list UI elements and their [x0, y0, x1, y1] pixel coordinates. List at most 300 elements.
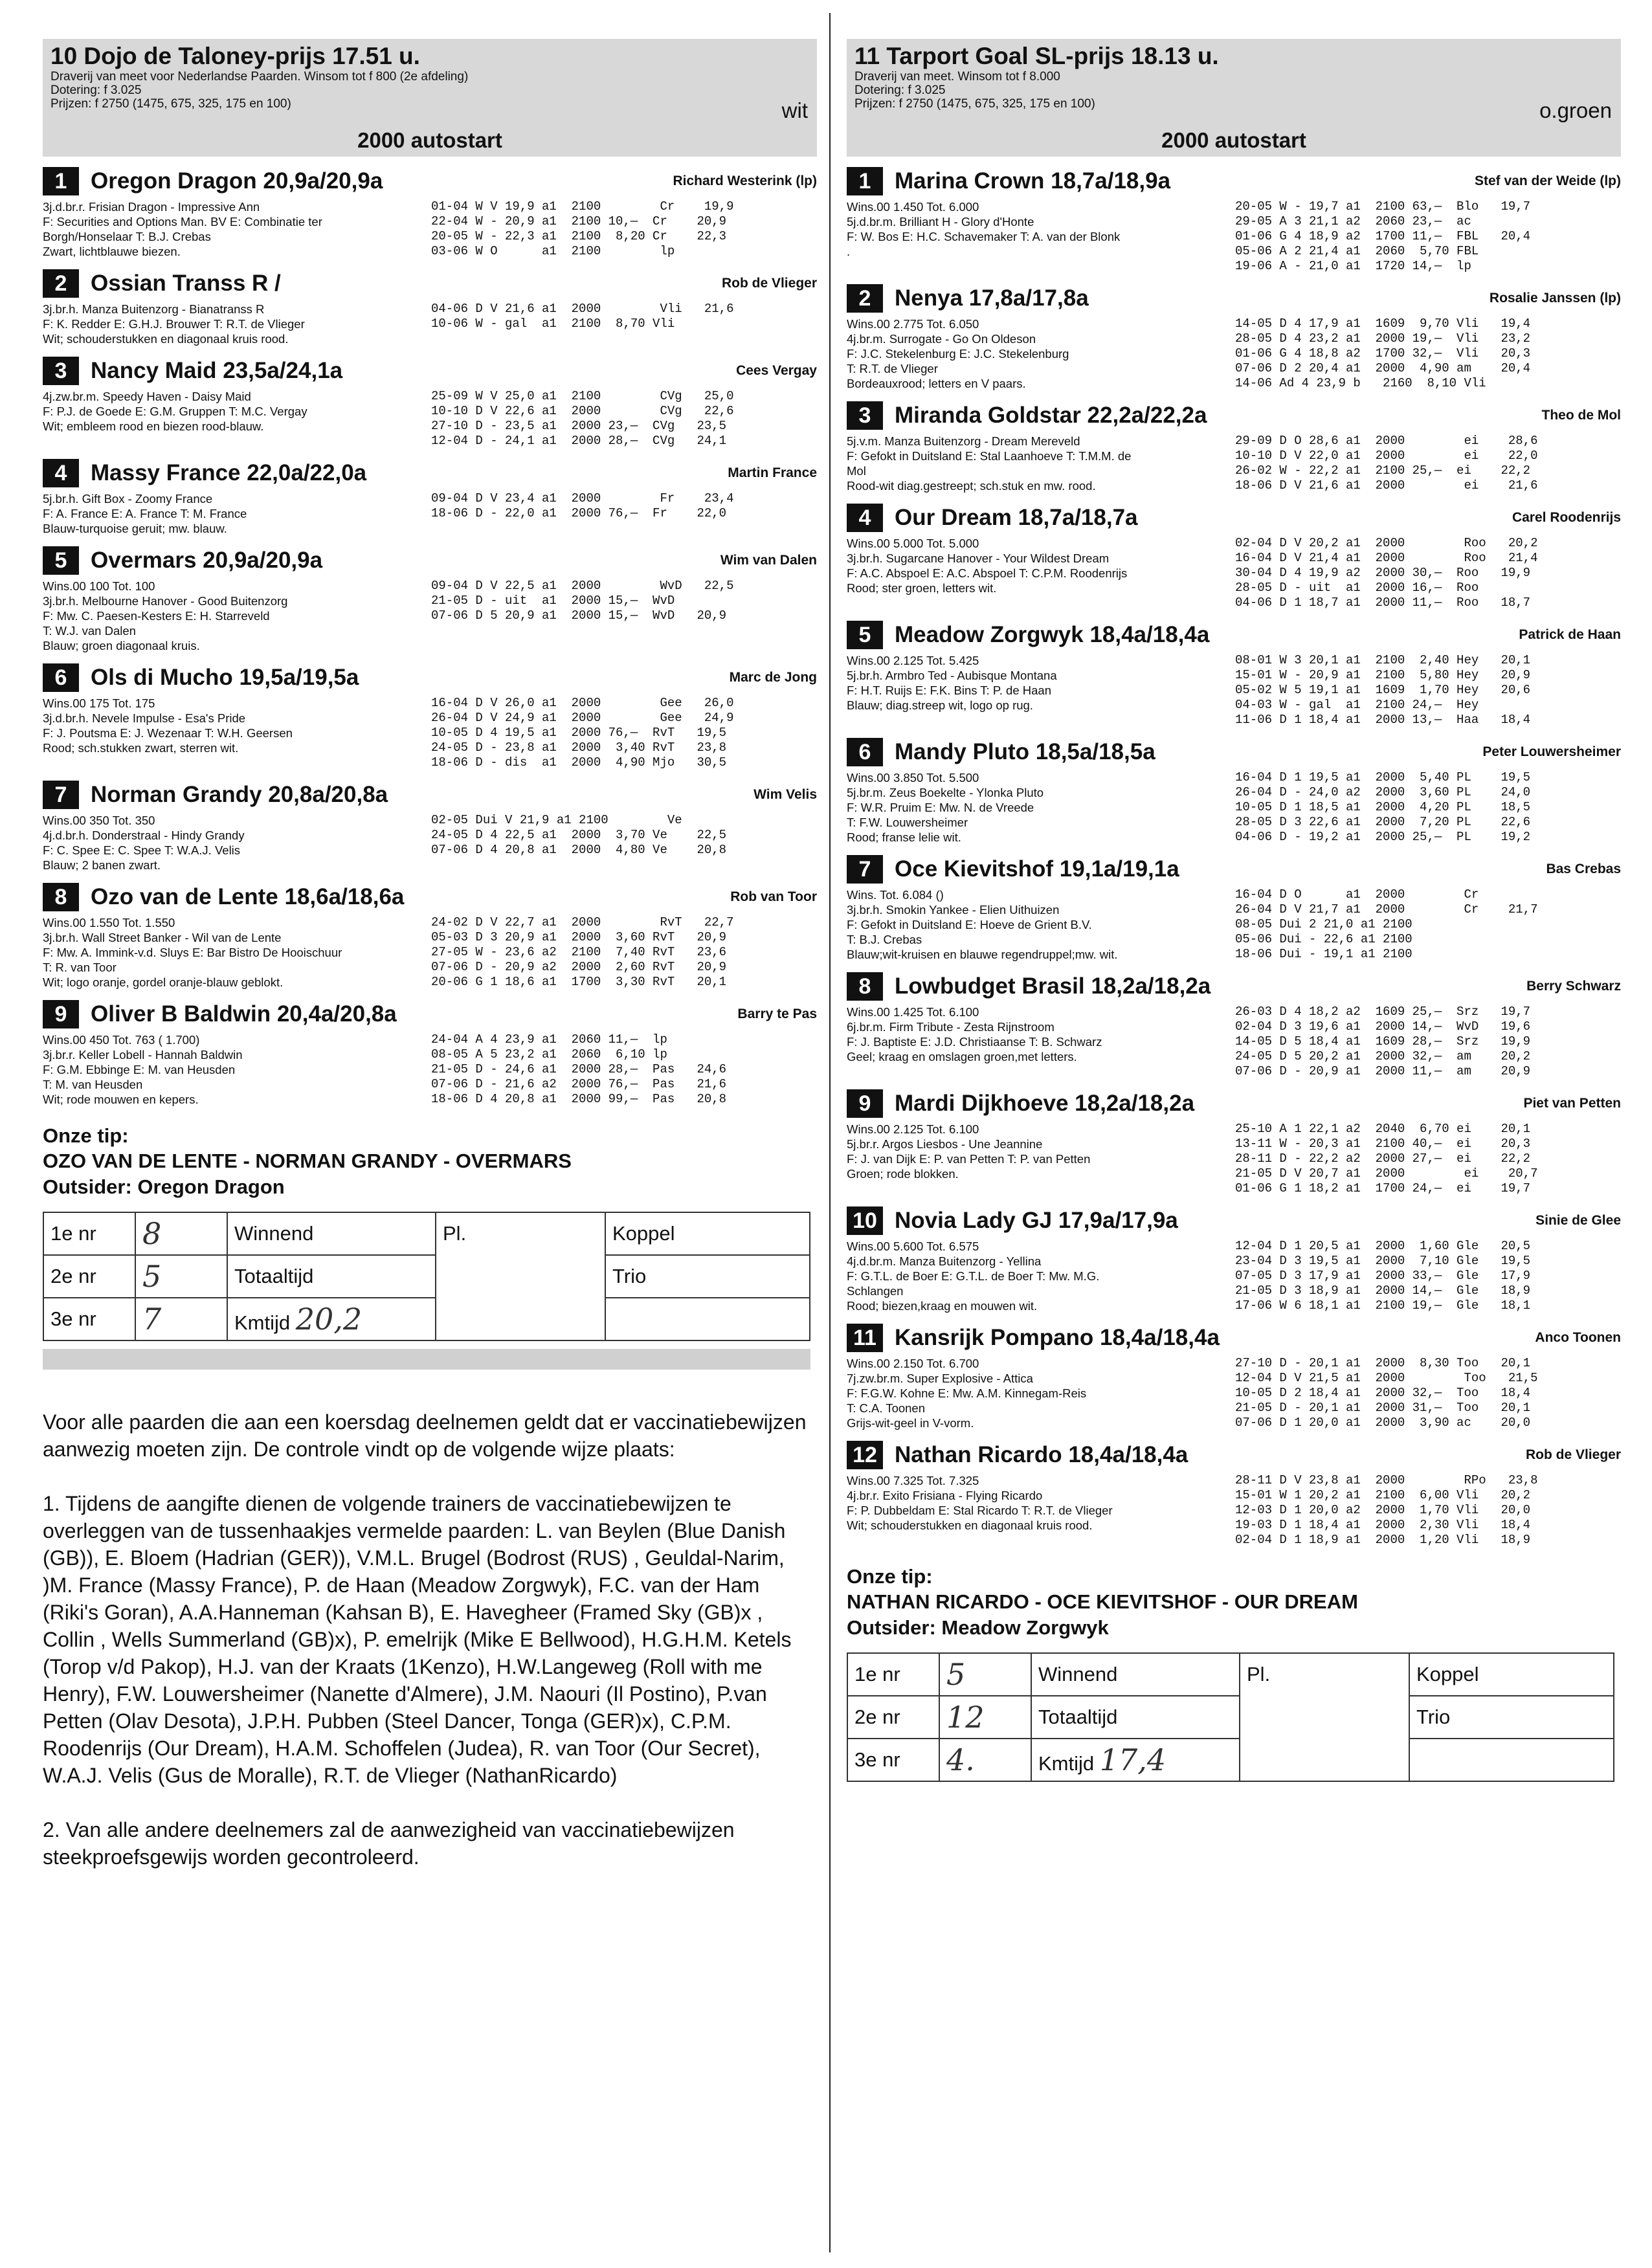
info-line: Wins.00 175 Tot. 175: [43, 696, 155, 710]
grid-handwriting: 17,4: [1099, 1742, 1166, 1777]
start-number: 4: [43, 459, 79, 487]
grid-pl: Pl.: [1240, 1653, 1409, 1781]
info-line: T: B.J. Crebas: [847, 933, 922, 946]
horse-body: [43, 696, 817, 770]
horse-entry: [43, 458, 817, 536]
horse-info: [847, 770, 1229, 845]
horse-body: [847, 653, 1621, 728]
info-line: Blauw-turquoise geruit; mw. blauw.: [43, 522, 227, 535]
info-line: Rood; franse lelie wit.: [847, 830, 961, 844]
horse-body: [847, 770, 1621, 845]
horse-header: [847, 737, 1621, 768]
start-line: 19-06 A - 21,0 a1 1720 14,— lp: [1235, 259, 1471, 273]
info-line: F: P.J. de Goede E: G.M. Gruppen T: M.C. Vergay: [43, 405, 307, 418]
info-line: F: W. Bos E: H.C. Schavemaker T: A. van der Blonk: [847, 230, 1121, 243]
horse-header: [43, 355, 817, 386]
start-line: 02-04 D 3 19,6 a1 2000 14,— WvD 19,6: [1235, 1019, 1531, 1034]
grid-label: Trio: [1409, 1696, 1614, 1739]
driver-name: Rob van Toor: [730, 889, 817, 904]
grid-label: 1e nr: [43, 1212, 135, 1255]
recent-starts: [1229, 770, 1530, 845]
info-line: Blauw; diag.streep wit, logo op rug.: [847, 698, 1033, 712]
horse-body: [847, 1239, 1621, 1313]
tip-block: [847, 1564, 1621, 1641]
start-line: 29-05 A 3 21,1 a2 2060 23,— ac: [1235, 214, 1471, 228]
horse-entry: [847, 1322, 1621, 1430]
horse-body: [43, 813, 817, 873]
start-number: 10: [847, 1206, 883, 1235]
horse-entry: [43, 662, 817, 770]
horse-header: [847, 854, 1621, 885]
horse-entry: [847, 502, 1621, 610]
info-line: T: W.J. van Dalen: [43, 624, 136, 638]
start-number: 3: [43, 357, 79, 385]
horse-header: [43, 999, 817, 1030]
tip-outsider: Outsider: Oregon Dragon: [43, 1175, 285, 1198]
start-line: 10-06 W - gal a1 2100 8,70 Vli: [431, 317, 675, 331]
recent-starts: [1229, 317, 1530, 391]
info-line: Geel; kraag en omslagen groen,met letters.: [847, 1050, 1077, 1063]
info-line: 3j.br.h. Manza Buitenzorg - Bianatranss R: [43, 302, 265, 316]
info-line: 3j.br.h. Melbourne Hanover - Good Buitenzorg: [43, 594, 288, 608]
horse-entry: [43, 268, 817, 346]
start-line: 18-06 D - dis a1 2000 4,90 Mjo 30,5: [431, 755, 727, 770]
start-line: 16-04 D 1 19,5 a1 2000 5,40 PL 19,5: [1235, 770, 1531, 784]
info-line: F: J. Baptiste E: J.D. Christiaanse T: B. Schwarz: [847, 1035, 1102, 1049]
recent-starts: [425, 915, 733, 990]
start-line: 21-05 D 3 18,9 a1 2000 14,— Gle 18,9: [1235, 1284, 1531, 1298]
info-line: F: J. Poutsma E: J. Wezenaar T: W.H. Geersen: [43, 726, 293, 740]
info-line: Wins.00 1.450 Tot. 6.000: [847, 200, 979, 214]
info-line: Wins.00 100 Tot. 100: [43, 579, 155, 593]
info-line: T: F.W. Louwersheimer: [847, 816, 968, 829]
horse-info: [43, 491, 425, 536]
info-line: F: A.C. Abspoel E: A.C. Abspoel T: C.P.M. Roodenrijs: [847, 566, 1128, 580]
driver-name: Anco Toonen: [1535, 1330, 1621, 1345]
start-number: 11: [847, 1324, 883, 1352]
grid-label: Totaaltijd: [227, 1255, 436, 1298]
horse-header: [43, 268, 817, 299]
horse-entry: [43, 779, 817, 873]
horse-body: [847, 1122, 1621, 1196]
driver-name: Marc de Jong: [729, 670, 817, 685]
horse-entry: [847, 1205, 1621, 1313]
start-line: 07-06 D - 20,9 a1 2000 11,— am 20,9: [1235, 1064, 1531, 1078]
notes-point-2: 2. Van alle andere deelnemers zal de aanwezigheid van vaccinatiebewijzen steekproefsgewijs worden gecontroleerd.: [43, 1818, 735, 1869]
info-line: 3j.br.h. Sugarcane Hanover - Your Wildest Dream: [847, 551, 1110, 565]
grid-empty: [605, 1298, 810, 1340]
start-line: 18-06 Dui - 19,1 a1 2100: [1235, 947, 1412, 961]
start-line: 05-02 W 5 19,1 a1 1609 1,70 Hey 20,6: [1235, 683, 1531, 697]
start-line: 28-05 D 4 23,2 a1 2000 19,— Vli 23,2: [1235, 331, 1531, 346]
recent-starts: [425, 1032, 726, 1107]
info-line: Blauw; groen diagonaal kruis.: [43, 639, 200, 652]
horse-info: [847, 1473, 1229, 1548]
race-prizes: Prijzen: f 2750 (1475, 675, 325, 175 en 100): [854, 97, 1095, 111]
info-line: 5j.br.m. Zeus Boekelte - Ylonka Pluto: [847, 786, 1044, 799]
start-line: 21-05 D - uit a1 2000 15,— WvD: [431, 594, 675, 608]
driver-name: Berry Schwarz: [1526, 979, 1621, 994]
horse-info: [43, 579, 425, 653]
horse-header: [847, 502, 1621, 533]
horse-header: [43, 458, 817, 489]
start-line: 19-03 D 1 18,4 a1 2000 2,30 Vli 18,4: [1235, 1518, 1531, 1532]
recent-starts: [1229, 653, 1530, 728]
start-number: 7: [43, 781, 79, 809]
start-line: 24-05 D 4 22,5 a1 2000 3,70 Ve 22,5: [431, 828, 727, 842]
info-line: Wit; rode mouwen en kepers.: [43, 1093, 199, 1106]
start-line: 07-06 D - 20,9 a2 2000 2,60 RvT 20,9: [431, 960, 727, 974]
start-line: 07-06 D 5 20,9 a1 2000 15,— WvD 20,9: [431, 608, 727, 623]
driver-name: Theo de Mol: [1541, 408, 1621, 423]
start-line: 08-05 Dui 2 21,0 a1 2100: [1235, 917, 1412, 931]
race-header: [43, 39, 817, 157]
horse-entry: [43, 545, 817, 653]
start-line: 15-01 W 1 20,2 a1 2100 6,00 Vli 20,2: [1235, 1488, 1531, 1502]
grid-handwriting: 4.: [939, 1739, 1031, 1781]
prediction-grid: [43, 1212, 810, 1341]
start-line: 12-04 D 1 20,5 a1 2000 1,60 Gle 20,5: [1235, 1239, 1531, 1253]
start-line: 04-06 D - 19,2 a1 2000 25,— PL 19,2: [1235, 830, 1531, 844]
horse-info: [847, 1122, 1229, 1196]
horse-info: [43, 696, 425, 770]
start-line: 07-05 D 3 17,9 a1 2000 33,— Gle 17,9: [1235, 1269, 1531, 1283]
start-number: 6: [43, 663, 79, 692]
start-number: 2: [847, 284, 883, 313]
start-line: 08-05 A 5 23,2 a1 2060 6,10 lp: [431, 1047, 667, 1062]
recent-starts: [425, 579, 733, 653]
horse-header: [847, 1205, 1621, 1236]
horse-name: Nathan Ricardo 18,4a/18,4a: [895, 1442, 1189, 1467]
start-line: 16-04 D O a1 2000 Cr: [1235, 887, 1479, 902]
race-title: 10 Dojo de Taloney-prijs 17.51 u.: [50, 43, 420, 69]
grid-label: Koppel: [1409, 1653, 1614, 1696]
start-line: 26-02 W - 22,2 a1 2100 25,— ei 22,2: [1235, 463, 1531, 478]
info-line: 5j.v.m. Manza Buitenzorg - Dream Mereveld: [847, 434, 1080, 448]
recent-starts: [425, 302, 733, 346]
grid-kmtijd: [227, 1298, 436, 1340]
start-line: 28-05 D 3 22,6 a1 2000 7,20 PL 22,6: [1235, 815, 1531, 829]
driver-name: Barry te Pas: [737, 1006, 817, 1021]
driver-name: Bas Crebas: [1546, 862, 1621, 876]
start-line: 14-05 D 5 18,4 a1 1609 28,— Srz 19,9: [1235, 1034, 1531, 1049]
horse-body: [847, 887, 1621, 962]
info-line: 6j.br.m. Firm Tribute - Zesta Rijnstroom: [847, 1020, 1055, 1034]
horse-name: Ozo van de Lente 18,6a/18,6a: [91, 884, 405, 909]
start-line: 02-05 Dui V 21,9 a1 2100 Ve: [431, 813, 682, 827]
horse-entry: [43, 166, 817, 259]
info-line: 5j.d.br.m. Brilliant H - Glory d'Honte: [847, 215, 1034, 228]
tip-line: NATHAN RICARDO - OCE KIEVITSHOF - OUR DREAM: [847, 1590, 1358, 1613]
info-line: Groen; rode blokken.: [847, 1167, 959, 1181]
info-line: F: C. Spee E: C. Spee T: W.A.J. Velis: [43, 843, 241, 857]
horse-entry: [43, 882, 817, 990]
info-line: Wins.00 450 Tot. 763 ( 1.700): [43, 1033, 200, 1047]
horse-body: [43, 491, 817, 536]
recent-starts: [425, 389, 733, 449]
race-start: 2000 autostart: [1161, 128, 1306, 152]
horse-header: [847, 1440, 1621, 1471]
start-line: 12-03 D 1 20,0 a2 2000 1,70 Vli 20,0: [1235, 1503, 1531, 1517]
start-line: 12-04 D V 21,5 a1 2000 Too 21,5: [1235, 1371, 1538, 1385]
grid-label: 2e nr: [43, 1255, 135, 1298]
horse-info: [43, 302, 425, 346]
horse-name: Overmars 20,9a/20,9a: [91, 548, 323, 573]
start-line: 18-06 D - 22,0 a1 2000 76,— Fr 22,0: [431, 506, 727, 520]
info-line: .: [847, 245, 851, 258]
driver-name: Piet van Petten: [1523, 1096, 1621, 1111]
race-purse: Dotering: f 3.025: [50, 83, 142, 97]
info-line: Wins.00 5.000 Tot. 5.000: [847, 537, 979, 550]
recent-starts: [1229, 1239, 1530, 1313]
grid-handwriting: 7: [135, 1298, 227, 1340]
info-line: 5j.br.r. Argos Liesbos - Une Jeannine: [847, 1137, 1043, 1151]
race-conditions: Draverij van meet voor Nederlandse Paarden. Winsom tot f 800 (2e afdeling): [50, 70, 469, 83]
start-number: 5: [43, 546, 79, 575]
start-number: 6: [847, 738, 883, 766]
horse-name: Oregon Dragon 20,9a/20,9a: [91, 168, 383, 194]
start-line: 21-05 D - 20,1 a1 2000 31,— Too 20,1: [1235, 1401, 1531, 1415]
horse-header: [847, 971, 1621, 1002]
horse-header: [847, 166, 1621, 197]
tip-outsider: Outsider: Meadow Zorgwyk: [847, 1616, 1109, 1639]
start-line: 01-04 W V 19,9 a1 2100 Cr 19,9: [431, 199, 734, 214]
start-number: 8: [43, 883, 79, 911]
info-line: F: A. France E: A. France T: M. France: [43, 507, 247, 520]
start-number: 5: [847, 621, 883, 649]
info-line: Blauw; 2 banen zwart.: [43, 858, 161, 872]
horse-name: Ossian Transs R /: [91, 271, 281, 296]
horse-entry: [847, 737, 1621, 845]
start-line: 01-06 G 4 18,9 a2 1700 11,— FBL 20,4: [1235, 229, 1531, 243]
horse-name: Our Dream 18,7a/18,7a: [895, 505, 1138, 530]
horse-name: Ols di Mucho 19,5a/19,5a: [91, 665, 359, 690]
info-line: Wins. Tot. 6.084 (): [847, 888, 944, 902]
horse-entry: [847, 1088, 1621, 1196]
start-line: 20-05 W - 22,3 a1 2100 8,20 Cr 22,3: [431, 229, 727, 243]
start-line: 21-05 D - 24,6 a1 2000 28,— Pas 24,6: [431, 1062, 727, 1076]
horse-info: [847, 199, 1229, 274]
race-color: wit: [781, 98, 808, 122]
recent-starts: [1229, 1122, 1537, 1196]
info-line: 3j.d.br.r. Frisian Dragon - Impressive Ann: [43, 200, 260, 214]
horse-name: Mardi Dijkhoeve 18,2a/18,2a: [895, 1091, 1195, 1116]
horse-name: Lowbudget Brasil 18,2a/18,2a: [895, 973, 1211, 999]
start-line: 21-05 D V 20,7 a1 2000 ei 20,7: [1235, 1166, 1538, 1181]
recent-starts: [1229, 434, 1537, 493]
race-conditions: Draverij van meet. Winsom tot f 8.000: [854, 70, 1060, 83]
race-title: 11 Tarport Goal SL-prijs 18.13 u.: [854, 43, 1219, 69]
start-line: 02-04 D 1 18,9 a1 2000 1,20 Vli 18,9: [1235, 1533, 1531, 1547]
info-line: F: Mw. C. Paesen-Kesters E: H. Starreveld: [43, 609, 270, 623]
horse-entry: [847, 854, 1621, 962]
recent-starts: [1229, 536, 1537, 610]
start-line: 08-01 W 3 20,1 a1 2100 2,40 Hey 20,1: [1235, 653, 1531, 667]
start-line: 29-09 D O 28,6 a1 2000 ei 28,6: [1235, 434, 1538, 448]
info-line: F: Securities and Options Man. BV E: Combinatie ter: [43, 215, 322, 228]
info-line: F: H.T. Ruijs E: F.K. Bins T: P. de Haan: [847, 684, 1051, 697]
grid-handwriting: 5: [939, 1653, 1031, 1696]
driver-name: Wim Velis: [753, 787, 817, 802]
horse-header: [43, 779, 817, 810]
start-line: 25-09 W V 25,0 a1 2100 CVg 25,0: [431, 389, 734, 403]
start-line: 18-06 D 4 20,8 a1 2000 99,— Pas 20,8: [431, 1092, 727, 1106]
info-line: Wins.00 350 Tot. 350: [43, 814, 155, 827]
start-line: 28-11 D - 22,2 a2 2000 27,— ei 22,2: [1235, 1151, 1531, 1166]
horse-info: [43, 199, 425, 259]
horse-name: Meadow Zorgwyk 18,4a/18,4a: [895, 622, 1210, 647]
vaccination-notes: [43, 1408, 817, 1871]
start-line: 26-04 D V 21,7 a1 2000 Cr 21,7: [1235, 902, 1538, 917]
info-line: Wins.00 7.325 Tot. 7.325: [847, 1474, 979, 1487]
horse-body: [847, 317, 1621, 391]
start-line: 05-03 D 3 20,9 a1 2000 3,60 RvT 20,9: [431, 930, 727, 944]
horse-name: Oce Kievitshof 19,1a/19,1a: [895, 856, 1179, 882]
info-line: F: Mw. A. Immink-v.d. Sluys E: Bar Bistro De Hooischuur: [43, 946, 342, 959]
driver-name: Peter Louwersheimer: [1482, 744, 1621, 759]
start-line: 26-03 D 4 18,2 a2 1609 25,— Srz 19,7: [1235, 1005, 1531, 1019]
info-line: Wit; schouderstukken en diagonaal kruis rood.: [43, 332, 289, 346]
info-line: T: C.A. Toonen: [847, 1401, 926, 1415]
horse-info: [847, 653, 1229, 728]
recent-starts: [425, 813, 726, 873]
start-line: 07-06 D 1 20,0 a1 2000 3,90 ac 20,0: [1235, 1416, 1531, 1430]
info-line: Mol: [847, 464, 866, 478]
info-line: F: G.M. Ebbinge E: M. van Heusden: [43, 1063, 236, 1076]
horse-header: [847, 619, 1621, 650]
grid-handwriting: 12: [939, 1696, 1031, 1739]
horse-body: [847, 1356, 1621, 1430]
grid-label: 1e nr: [847, 1653, 939, 1696]
notes-intro: Voor alle paarden die aan een koersdag deelnemen geldt dat er vaccinatiebewijzen aanwezig moeten zijn. De controle vindt op de volgende wijze plaats:: [43, 1410, 807, 1461]
horse-info: [847, 1005, 1229, 1079]
info-line: Wit; embleem rood en biezen rood-blauw.: [43, 419, 264, 433]
start-line: 10-05 D 4 19,5 a1 2000 76,— RvT 19,5: [431, 726, 727, 740]
start-line: 20-05 W - 19,7 a1 2100 63,— Blo 19,7: [1235, 199, 1531, 214]
start-number: 8: [847, 972, 883, 1001]
info-line: F: G.T.L. de Boer E: G.T.L. de Boer T: Mw. M.G.: [847, 1269, 1100, 1283]
horse-body: [847, 1473, 1621, 1548]
info-line: Rood; biezen,kraag en mouwen wit.: [847, 1299, 1038, 1313]
horse-body: [43, 199, 817, 259]
info-line: Wins.00 2.125 Tot. 5.425: [847, 654, 979, 667]
horse-info: [847, 536, 1229, 610]
info-line: Wit; schouderstukken en diagonaal kruis rood.: [847, 1518, 1093, 1532]
info-line: Rood; ster groen, letters wit.: [847, 581, 997, 595]
tip-heading: Onze tip:: [43, 1124, 129, 1147]
start-line: 07-06 D - 21,6 a2 2000 76,— Pas 21,6: [431, 1077, 727, 1091]
horse-header: [847, 283, 1621, 314]
start-line: 20-06 G 1 18,6 a1 1700 3,30 RvT 20,1: [431, 975, 727, 989]
horse-body: [43, 915, 817, 990]
info-line: 3j.br.r. Keller Lobell - Hannah Baldwin: [43, 1048, 243, 1062]
start-line: 22-04 W - 20,9 a1 2100 10,— Cr 20,9: [431, 214, 727, 228]
grid-pl: Pl.: [436, 1212, 605, 1340]
start-line: 16-04 D V 26,0 a1 2000 Gee 26,0: [431, 696, 734, 710]
info-line: F: J.C. Stekelenburg E: J.C. Stekelenburg: [847, 347, 1069, 361]
info-line: Grijs-wit-geel in V-vorm.: [847, 1416, 974, 1430]
info-line: Rood-wit diag.gestreept; sch.stuk en mw. rood.: [847, 479, 1096, 493]
horse-entry: [847, 283, 1621, 391]
driver-name: Patrick de Haan: [1519, 627, 1621, 642]
start-line: 01-06 G 4 18,8 a2 1700 32,— Vli 20,3: [1235, 346, 1531, 361]
start-number: 9: [43, 1000, 79, 1028]
recent-starts: [1229, 1005, 1530, 1079]
driver-name: Sinie de Glee: [1535, 1213, 1621, 1228]
start-line: 26-04 D V 24,9 a1 2000 Gee 24,9: [431, 711, 734, 725]
horse-info: [43, 915, 425, 990]
grid-handwriting: 5: [135, 1255, 227, 1298]
horse-info: [847, 887, 1229, 962]
start-number: 1: [847, 167, 883, 195]
horse-name: Miranda Goldstar 22,2a/22,2a: [895, 403, 1207, 428]
horse-header: [43, 545, 817, 576]
driver-name: Rob de Vlieger: [721, 276, 817, 291]
horse-header: [847, 1322, 1621, 1353]
info-line: 4j.br.r. Exito Frisiana - Flying Ricardo: [847, 1489, 1043, 1502]
start-line: 02-04 D V 20,2 a1 2000 Roo 20,2: [1235, 536, 1538, 550]
start-line: 16-04 D V 21,4 a1 2000 Roo 21,4: [1235, 551, 1538, 565]
grid-handwriting: 8: [135, 1212, 227, 1255]
column-divider: [829, 13, 831, 2252]
start-number: 1: [43, 167, 79, 195]
info-line: Bordeauxrood; letters en V paars.: [847, 377, 1026, 390]
grid-label: Totaaltijd: [1031, 1696, 1240, 1739]
start-number: 12: [847, 1441, 883, 1469]
info-line: F: J. van Dijk E: P. van Petten T: P. van Petten: [847, 1152, 1091, 1166]
start-line: 01-06 G 1 18,2 a1 1700 24,— ei 19,7: [1235, 1181, 1531, 1195]
horse-entry: [847, 619, 1621, 728]
horse-name: Massy France 22,0a/22,0a: [91, 460, 367, 485]
grid-label: 2e nr: [847, 1696, 939, 1739]
horse-header: [847, 400, 1621, 431]
driver-name: Martin France: [728, 465, 817, 480]
info-line: T: M. van Heusden: [43, 1078, 143, 1091]
info-line: Wins.00 2.775 Tot. 6.050: [847, 317, 979, 331]
info-line: F: K. Redder E: G.H.J. Brouwer T: R.T. de Vlieger: [43, 317, 305, 331]
horse-entry: [847, 400, 1621, 493]
horse-body: [847, 1005, 1621, 1079]
driver-name: Cees Vergay: [736, 363, 817, 378]
horse-header: [43, 166, 817, 197]
info-line: Zwart, lichtblauwe biezen.: [43, 245, 181, 258]
start-line: 26-04 D - 24,0 a2 2000 3,60 PL 24,0: [1235, 785, 1531, 799]
recent-starts: [1229, 887, 1537, 962]
prediction-grid: [847, 1652, 1614, 1782]
start-line: 24-04 A 4 23,9 a1 2060 11,— lp: [431, 1032, 667, 1047]
start-line: 14-06 Ad 4 23,9 b 2160 8,10 Vli: [1235, 376, 1486, 390]
start-line: 27-10 D - 20,1 a1 2000 8,30 Too 20,1: [1235, 1356, 1531, 1370]
horse-info: [847, 1239, 1229, 1313]
start-line: 10-05 D 2 18,4 a1 2000 32,— Too 18,4: [1235, 1386, 1531, 1400]
start-line: 23-04 D 3 19,5 a1 2000 7,10 Gle 19,5: [1235, 1254, 1531, 1268]
start-line: 28-05 D - uit a1 2000 16,— Roo: [1235, 581, 1479, 595]
horse-entry: [847, 166, 1621, 274]
start-line: 10-05 D 1 18,5 a1 2000 4,20 PL 18,5: [1235, 800, 1531, 814]
info-line: 4j.zw.br.m. Speedy Haven - Daisy Maid: [43, 390, 251, 403]
info-line: 5j.br.h. Gift Box - Zoomy France: [43, 492, 213, 506]
grid-label: Kmtijd: [234, 1311, 291, 1334]
start-line: 05-06 Dui - 22,6 a1 2100: [1235, 932, 1412, 946]
horse-entry: [847, 971, 1621, 1079]
start-line: 09-04 D V 23,4 a1 2000 Fr 23,4: [431, 491, 734, 506]
tip-line: OZO VAN DE LENTE - NORMAN GRANDY - OVERMARS: [43, 1150, 572, 1172]
info-line: 5j.br.h. Armbro Ted - Aubisque Montana: [847, 669, 1057, 682]
horse-info: [43, 1032, 425, 1107]
horse-list: [847, 166, 1621, 1548]
horse-body: [43, 302, 817, 346]
recent-starts: [1229, 199, 1530, 274]
